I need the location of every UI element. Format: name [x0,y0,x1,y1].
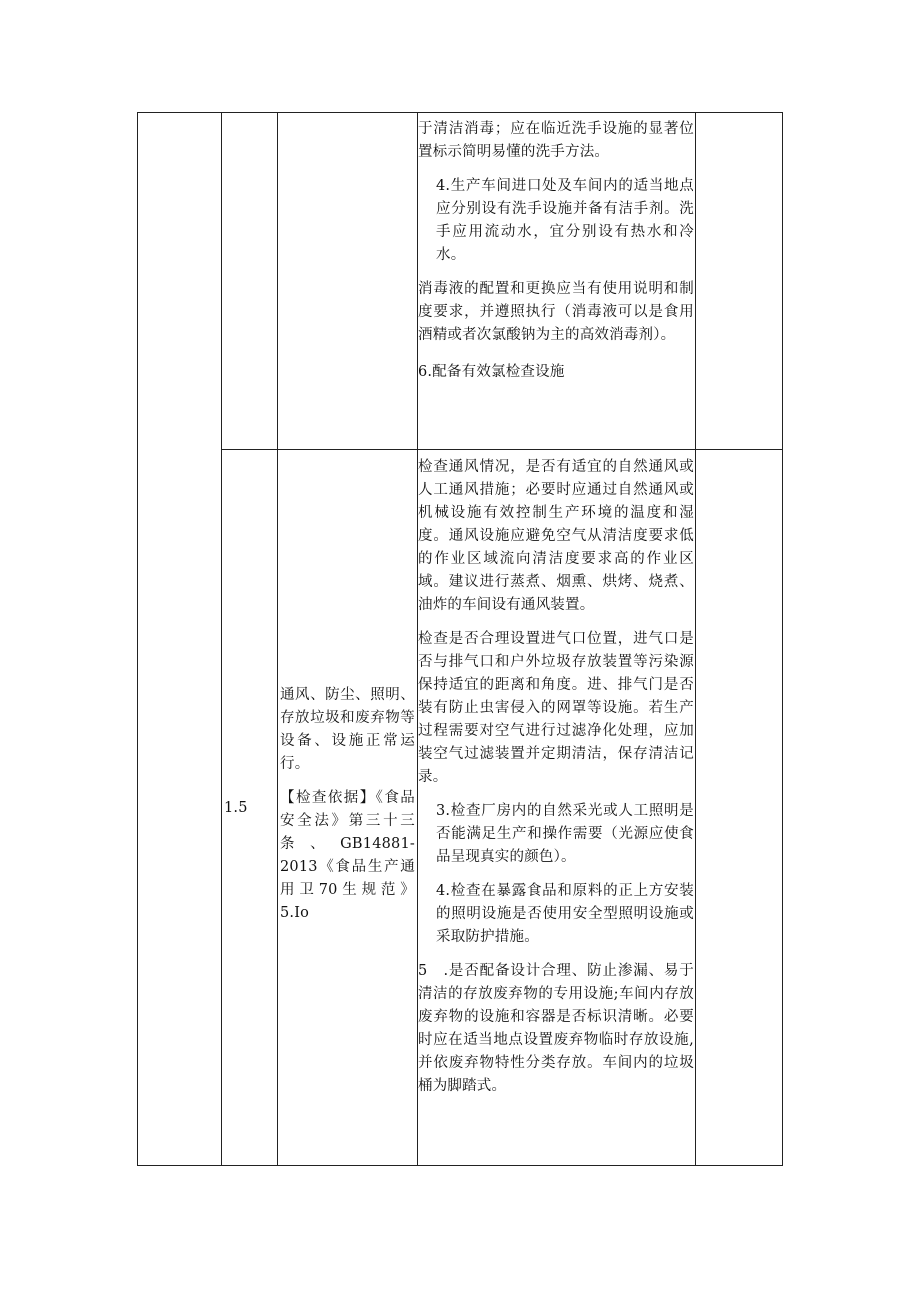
top-row-content-cell [418,118,694,384]
item-basis: 【检查依据】《食品安全法》第三十三条、GB14881-2013《食品生产通用卫70生规范》5.Io [280,790,415,921]
table-top-border [137,112,783,113]
content-paragraph: 检查是否合理设置进气口位置，进气口是否与排气口和户外垃圾存放装置等污染源保持适宜的距离和角度。进、排气门是否装有防止虫害侵入的网罩等设施。若生产过程需要对空气进行过滤净化处理，应加装空气过滤装置并定期清洁，保存清洁记录。 [418,631,694,785]
item-number-cell [224,797,274,820]
item-description-cell [280,684,415,925]
content-paragraph: 于清洁消毒；应在临近洗手设施的显著位置标示简明易懂的洗手方法。 [418,121,694,160]
content-paragraph: 3.检查厂房内的自然采光或人工照明是否能满足生产和操作需要（光源应使食品呈现真实的颜色）。 [436,803,694,865]
content-paragraph: 4.生产车间进口处及车间内的适当地点应分别设有洗手设施并备有洁手剂。洗手应用流动水，宜分别设有热水和冷水。 [436,178,694,263]
column-divider-1 [221,112,222,1166]
content-paragraph: 4.检查在暴露食品和原料的正上方安装的照明设施是否使用安全型照明设施或采取防护措施。 [436,883,694,945]
table-row-divider [221,449,783,450]
content-paragraph: 5 .是否配备设计合理、防止渗漏、易于清洁的存放废弃物的专用设施;车间内存放废弃物的设施和容器是否标识清晰。必要时应在适当地点设置废弃物临时存放设施,并依废弃物特性分类存放。车间内的垃圾桶为脚踏式。 [418,963,694,1094]
table-bottom-border [137,1165,783,1166]
content-paragraph: 消毒液的配置和更换应当有使用说明和制度要求，并遵照执行（消毒液可以是食用酒精或者次氯酸钠为主的高效消毒剂）。 [418,281,694,343]
item-content-cell [418,456,694,1098]
item-number: 1.5 [224,800,248,816]
table-right-border [782,112,783,1166]
column-divider-4 [695,112,696,1166]
column-divider-2 [277,112,278,1166]
content-paragraph: 检查通风情况，是否有适宜的自然通风或人工通风措施；必要时应通过自然通风或机械设施有效控制生产环境的温度和湿度。通风设施应避免空气从清洁度要求低的作业区域流向清洁度要求高的作业区域。建议进行蒸煮、烟熏、烘烤、烧煮、油炸的车间设有通风装置。 [418,459,694,613]
content-paragraph: 6.配备有效氯检查设施 [418,364,565,380]
table-left-border [137,112,138,1166]
item-requirement: 通风、防尘、照明、存放垃圾和废弃物等设备、设施正常运行。 [280,687,415,772]
